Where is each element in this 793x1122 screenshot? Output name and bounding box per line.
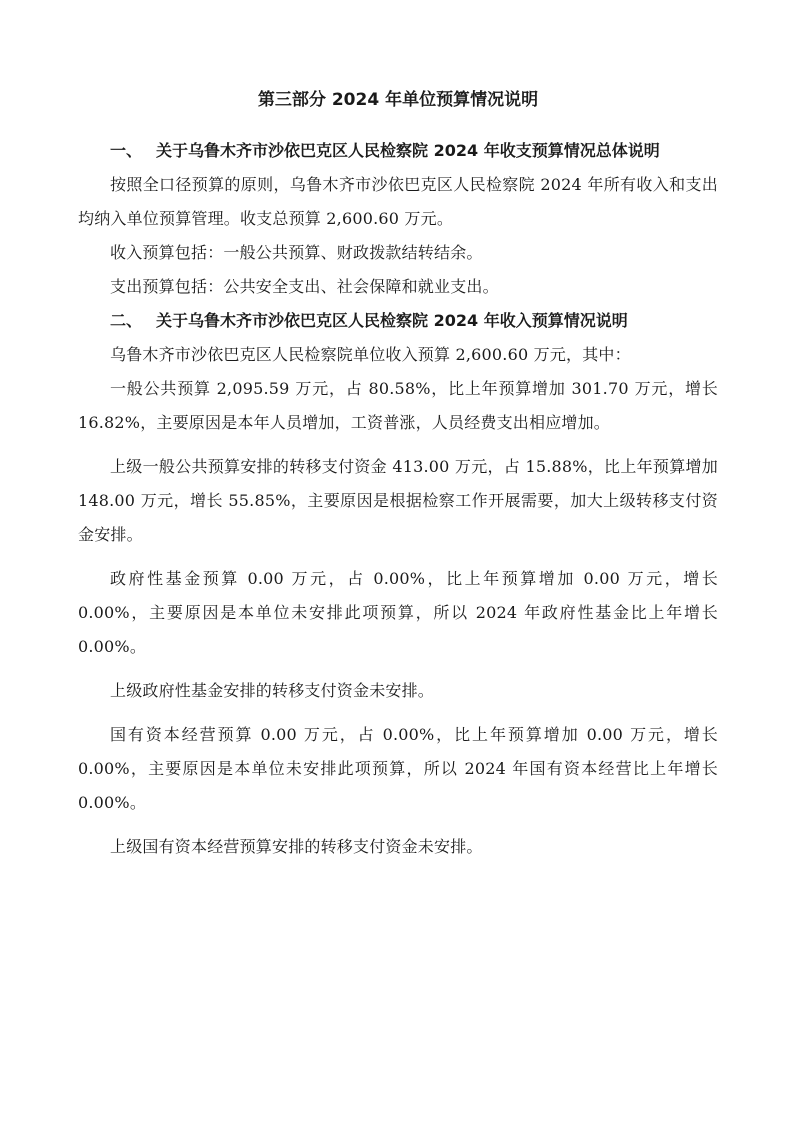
section-2-paragraph-2: 一般公共预算 2,095.59 万元，占 80.58%，比上年预算增加 301.70 万元，增长 16.82%，主要原因是本年人员增加，工资普涨，人员经费支出相应增加。 bbox=[78, 379, 718, 432]
section-1-paragraph-3: 支出预算包括：公共安全支出、社会保障和就业支出。 bbox=[110, 277, 499, 296]
section-1-number: 一、 bbox=[110, 141, 143, 160]
section-1-heading bbox=[78, 134, 718, 168]
section-2-paragraph-1: 乌鲁木齐市沙依巴克区人民检察院单位收入预算 2,600.60 万元，其中： bbox=[110, 345, 631, 364]
page-title: 第三部分 2024 年单位预算情况说明 bbox=[257, 90, 539, 110]
section-1-paragraph-2: 收入预算包括：一般公共预算、财政拨款结转结余。 bbox=[110, 243, 483, 262]
document-page bbox=[78, 88, 718, 864]
section-2-paragraph-7: 上级国有资本经营预算安排的转移支付资金未安排。 bbox=[110, 837, 483, 856]
section-2-heading bbox=[78, 304, 718, 338]
section-2-paragraph-4: 政府性基金预算 0.00 万元，占 0.00%，比上年预算增加 0.00 万元，增长 0.00%，主要原因是本单位未安排此项预算，所以 2024 年政府性基金比上年增长 0.00%。 bbox=[78, 569, 718, 656]
section-1-paragraph-1: 按照全口径预算的原则，乌鲁木齐市沙依巴克区人民检察院 2024 年所有收入和支出均纳入单位预算管理。收支总预算 2,600.60 万元。 bbox=[78, 175, 718, 228]
section-1-heading-text: 关于乌鲁木齐市沙依巴克区人民检察院 2024 年收支预算情况总体说明 bbox=[156, 141, 660, 160]
section-2-paragraph-6: 国有资本经营预算 0.00 万元，占 0.00%，比上年预算增加 0.00 万元，增长 0.00%，主要原因是本单位未安排此项预算，所以 2024 年国有资本经营比上年增长 0.00%。 bbox=[78, 725, 718, 812]
section-2-paragraph-3: 上级一般公共预算安排的转移支付资金 413.00 万元，占 15.88%，比上年预算增加 148.00 万元，增长 55.85%，主要原因是根据检察工作开展需要，加大上级转移支付资金安排。 bbox=[78, 457, 718, 544]
section-2-paragraph-5: 上级政府性基金安排的转移支付资金未安排。 bbox=[110, 681, 435, 700]
section-2-number: 二、 bbox=[110, 311, 143, 330]
section-2-heading-text: 关于乌鲁木齐市沙依巴克区人民检察院 2024 年收入预算情况说明 bbox=[156, 311, 628, 330]
